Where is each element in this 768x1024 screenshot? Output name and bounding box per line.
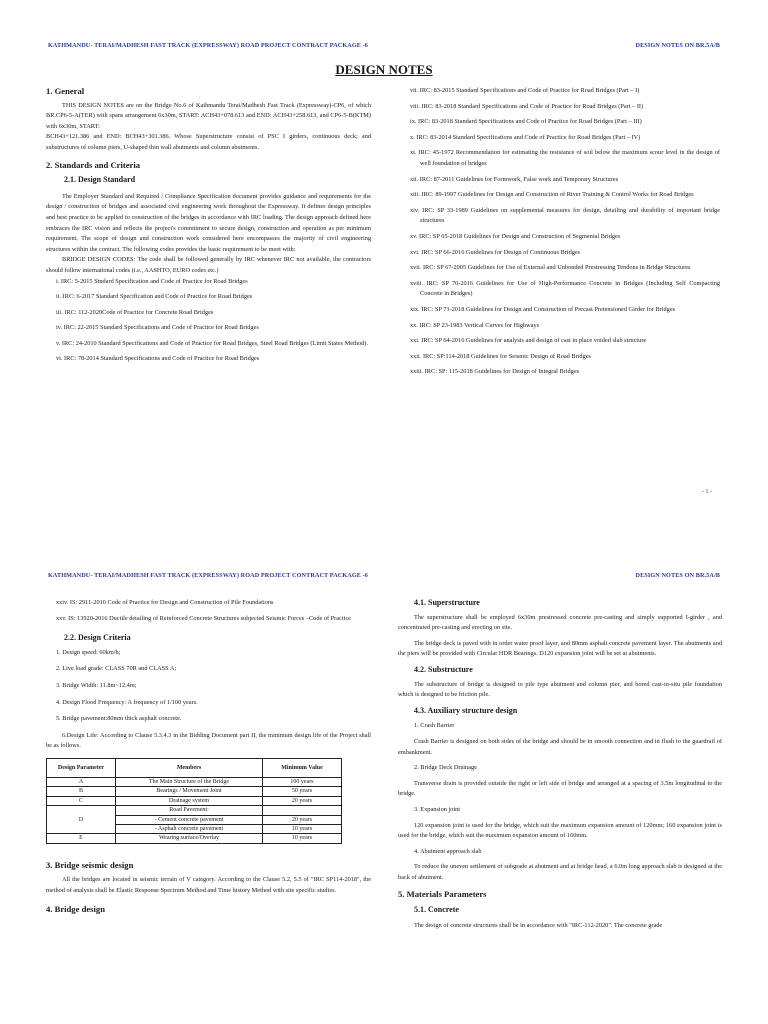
table-cell-member: - Cement concrete pavement [116,815,263,824]
code-list-item: xxiv. IS: 2911-2010 Code of Practice for Design and Construction of Pile Foundations [56,599,274,606]
code-list-item: x. IRC: 83-2014 Standard Specifications and Code of Practice for Road Bridges (Part – IV) [410,133,641,141]
general-heading: 1. General [46,86,85,96]
seismic-heading: 3. Bridge seismic design [46,859,134,870]
code-list-item: ix. IRC: 83-2018 Standard Specifications and Code of Practice for Road Bridges (Part – III) [410,118,642,126]
table-cell-value: 20 years [263,815,342,824]
table-cell-value: 10 years [263,824,342,833]
table-cell-member: The Main Structure of the Bridge [116,777,263,786]
design-criteria-item: 5. Bridge pavement:80mm thick asphalt concrete. [56,715,182,723]
standards-heading: 2. Standards and Criteria [46,159,141,170]
document-page-2 [0,560,768,1024]
table-header-row [47,758,342,777]
design-life-paragraph: 6.Design Life: According to Clause 5.3.4.3 in the Bidding Document part II, the minimum design life of the Project shall be as follows. [46,731,371,750]
materials-heading: 5. Materials Parameters [398,889,487,900]
design-standard-heading: 2.1. Design Standard [64,175,136,185]
table-cell-param: E [47,834,116,843]
code-list-item: xiv. IRC: SP 33-1989 Guidelines on supplemental measures for design, detailing and durability of important bridge structures [410,206,720,225]
design-criteria-item: 3. Bridge Width: 11.8m~12.4m; [56,681,137,689]
expansion-joint-paragraph: 120 expansion joint is used for the bridge, which suit the maximum expansion amount of 120mm; 160 expansion joint is used for the bridge, which suit the maximum expansion amount of 160mm. [398,821,722,840]
design-life-table-body [47,777,342,843]
page-header-2 [48,572,720,584]
design-life-table [46,758,342,844]
design-criteria-heading: 2.2. Design Criteria [64,633,131,643]
right-column-2 [398,598,722,931]
table-cell-member: - Asphalt concrete pavement [116,824,263,833]
header-doc-title: DESIGN NOTES ON BR.5A/B [635,42,720,49]
code-list-item: iv. IRC: 22-2015 Standard Specifications and Code of Practice for Road Bridges [56,324,259,332]
superstructure-paragraph: The superstructure shall be employed 6x30m prestressed concrete pre-casting and simply supported I-girder , and concentrated pre-casting and erecting on site. [398,613,722,632]
header-doc-title: DESIGN NOTES ON BR.5A/B [635,572,720,579]
table-row [47,787,342,796]
page-gap [0,510,768,560]
header-project-title: KATHMANDU- TERAI/MADHESH FAST TRACK (EXPRESSWAY) ROAD PROJECT CONTRACT PACKAGE -6 [48,42,368,49]
code-list-item: ii. IRC: 6-2017 Standard Specification and Code of Practice for Road Bridges [56,293,253,301]
page-number: - 1 - [702,489,712,495]
code-list-item: xxv. IS: 13920-2016 Ductile detailing of Reinforced Concrete Structures subjected Seismic Forces –Code of Practice [56,614,351,622]
expansion-joint-heading: 3. Expansion joint [414,805,460,813]
code-list-item: xix. IRC: SP 71-2018 Guidelines for Design and Construction of Precast Pretensioned Girder for Bridges [410,305,676,313]
table-cell-member: Drainage system [116,796,263,805]
concrete-heading: 5.1. Concrete [414,905,459,915]
table-cell-member: Wearing surface/Overlay [116,834,263,843]
design-criteria-item: 1. Design speed: 60km/h; [56,648,121,656]
table-cell-value [263,806,342,815]
table-row [47,777,342,786]
code-list-item: vi. IRC: 78-2014 Standard Specifications and Code of Practice for Road Bridges [56,355,260,363]
table-cell-value: 10 years [263,834,342,843]
table-cell-member: Bearings / Movement Joint [116,787,263,796]
design-criteria-item: 4. Design Flood Frequency: A frequency of 1/100 years. [56,698,198,706]
code-list-item: xi. IRC: 45-1972 Recommendation for estimating the resistance of soil below the maximum scour level in the design of well foundation of bridges [410,149,720,167]
code-list-item: v. IRC: 24-2010 Standard Specifications and Code of Practice for Road Bridges, Steel Road Bridges (Limit States Method). [56,339,368,347]
table-row [47,806,342,815]
page-header [48,42,720,54]
code-list-item: xx. IRC: SP 23-1983 Vertical Curves for Highways [410,321,540,329]
table-cell-param: B [47,787,116,796]
left-column-2 [46,598,371,914]
seismic-paragraph: All the bridges are located in seismic terrain of V category. According to the Clause 5.2, 5.5 of "IRC SP114-2018", the method of analysis shall be Elastic Response Spectrum Method and Time history Method with site specific studies. [46,876,371,894]
header-project-title: KATHMANDU- TERAI/MADHESH FAST TRACK (EXPRESSWAY) ROAD PROJECT CONTRACT PACKAGE -6 [48,572,368,579]
concrete-paragraph: The design of concrete structures shall be in accordance with "IRC-112-2020". The concrete grade [414,921,663,929]
code-list-left [46,277,371,366]
table-cell-value: 100 years [263,777,342,786]
table-header: Minimum Value [263,758,342,777]
design-standard-paragraph: The Employer Standard and Required / Compliance Specification document provides guidance and requirements for the design / construction of bridges and associated civil engineering work throughout the Expressway. It defines design principles and best practice to be applied to construction of the bridges in accordance with IRC loading. The design approach defined here embraces the IRC vision and reflects the project's commitment to secure design, construction and operation as per minimum requirement. The scope of design and construction work considered here encompasses the majority of civil engineering structures within the contract. The following codes provides the basic requirement to be meet with: [46,192,371,253]
approach-slab-heading: 4. Abutment approach slab [414,847,482,855]
table-cell-param: A [47,777,116,786]
code-list-item: viii. IRC: 83-2018 Standard Specifications and Code of Practice for Road Bridges (Part – II) [410,102,644,110]
code-list-item: xviii. IRC: SP 70-2016 Guidelines for Use of High-Performance Concrete in Bridges (Including Self Compacting Concrete in Bridges) [410,279,720,298]
table-header: Members [116,758,263,777]
general-paragraph-cont: BCH43+121.386 and END: BCH43+301.386. Whose Superstructure consist of PSC I girders, continuous deck; and substructures of column piers, U-shaped thin wall abutments and column abutments. [46,133,371,151]
code-list-item: xxiii. IRC: SP: 115-2018 Guidelines for Design of Integral Bridges [410,368,580,376]
superstructure-paragraph-2: The bridge deck is paved with in order water proof layer, and 80mm asphalt concrete pavement layer. The abutments and the piers will be provided with Circular HDR Bearings. D120 expansion joint will be set at abutments. [398,639,722,658]
superstructure-heading: 4.1. Superstructure [414,598,480,607]
left-column [46,86,371,370]
code-list-item: xxi. IRC: SP 64-2016 Guidelines for analysis and design of cast in place voided slab structure [410,337,647,345]
code-list-item: xii. IRC: 87-2011 Guidelines for Formwork, False work and Temporary Structures [410,175,619,183]
table-cell-value: 50 years [263,787,342,796]
page-title: DESIGN NOTES [335,62,433,77]
design-criteria-item: 2. Live load grade: CLASS 70R and CLASS A; [56,665,177,673]
crash-barrier-paragraph: Crash Barrier is designed on both sides of the bridge and should be in smooth connection and in flush to the guardrail of embankment. [398,737,722,756]
right-column [400,86,720,383]
code-list-item: xxii. IRC: SP:114-2018 Guidelines for Seismic Design of Road Bridges [410,352,591,360]
code-list-item: xvii. IRC: SP 67-2005 Guidelines for Use of External and Unbonded Prestressing Tendons in Bridge Structures [410,264,691,272]
code-list-item: xiii. IRC: 89-1997 Guidelines for Design and Construction of River Training & Control Works for Road Bridges [410,191,694,199]
code-list-item: xvi. IRC: SP 66-2016 Guidelines for Design of Continuous Bridges [410,248,581,256]
document-page-1 [0,0,768,510]
crash-barrier-heading: 1. Crash Barrier [414,722,455,730]
auxiliary-heading: 4.3. Auxiliary structure design [414,705,518,715]
table-header: Design Parameter [47,758,116,777]
deck-drainage-paragraph: Transverse drain is provided outside the right or left side of bridge and arranged at a spacing of 3.5m longitudinal to the bridge. [398,779,722,798]
code-list-item: i. IRC: 5-2015 Stndard Specification and Code of Practice for Road Bridges [56,277,248,285]
bridge-codes-paragraph: BRIDGE DESIGN CODES: The code shall be followed generally by IRC whenever IRC not available, the contractors should follow international codes (i.e., AASHTO, EURO codes etc.) [46,256,371,274]
design-criteria-list [46,648,371,725]
table-cell-param: C [47,796,116,805]
code-list-continued [46,598,371,624]
approach-slab-paragraph: To reduce the uneven settlement of subgrade at abutment and at bridge head, a 6.0m long approach slab is designed at the back of abutment. [398,863,722,881]
substructure-heading: 4.2. Substructure [414,664,473,674]
general-paragraph: THIS DESIGN NOTES are on the Bridge No.6 of Kathmandu Terai/Madhesh Fast Track (Expressway)-CP6, of which BR.CP6-5-A(TER) with spans arrangement 6x30m, START: ACH43+078.613 and END: ACH43+258.613, and CP6-5-B(KTM) with 6x30m, START: [46,101,371,130]
code-list-item: xv. IRC: SP 65-2018 Guidelines for Design and Construction of Segmental Bridges [410,232,621,240]
table-row [47,834,342,843]
bridge-design-heading: 4. Bridge design [46,903,105,914]
table-cell-param: D [47,806,116,834]
code-list-right [400,86,720,378]
substructure-paragraph: The substructure of bridge is designed to pile type abutment and column pier, and bored cast-in-situ pile foundation which is designed to be friction pile. [398,680,722,699]
table-row [47,796,342,805]
table-cell-value: 20 years [263,796,342,805]
code-list-item: iii. IRC: 112-2020Code of Practice for Concrete Road Bridges [56,308,214,316]
deck-drainage-heading: 2. Bridge Deck Drainage [414,764,477,772]
code-list-item: vii. IRC: 83-2015 Standard Specifications and Code of Practice for Road Bridges (Part – I) [410,87,640,94]
table-cell-member: Road Pavement: [116,806,263,815]
